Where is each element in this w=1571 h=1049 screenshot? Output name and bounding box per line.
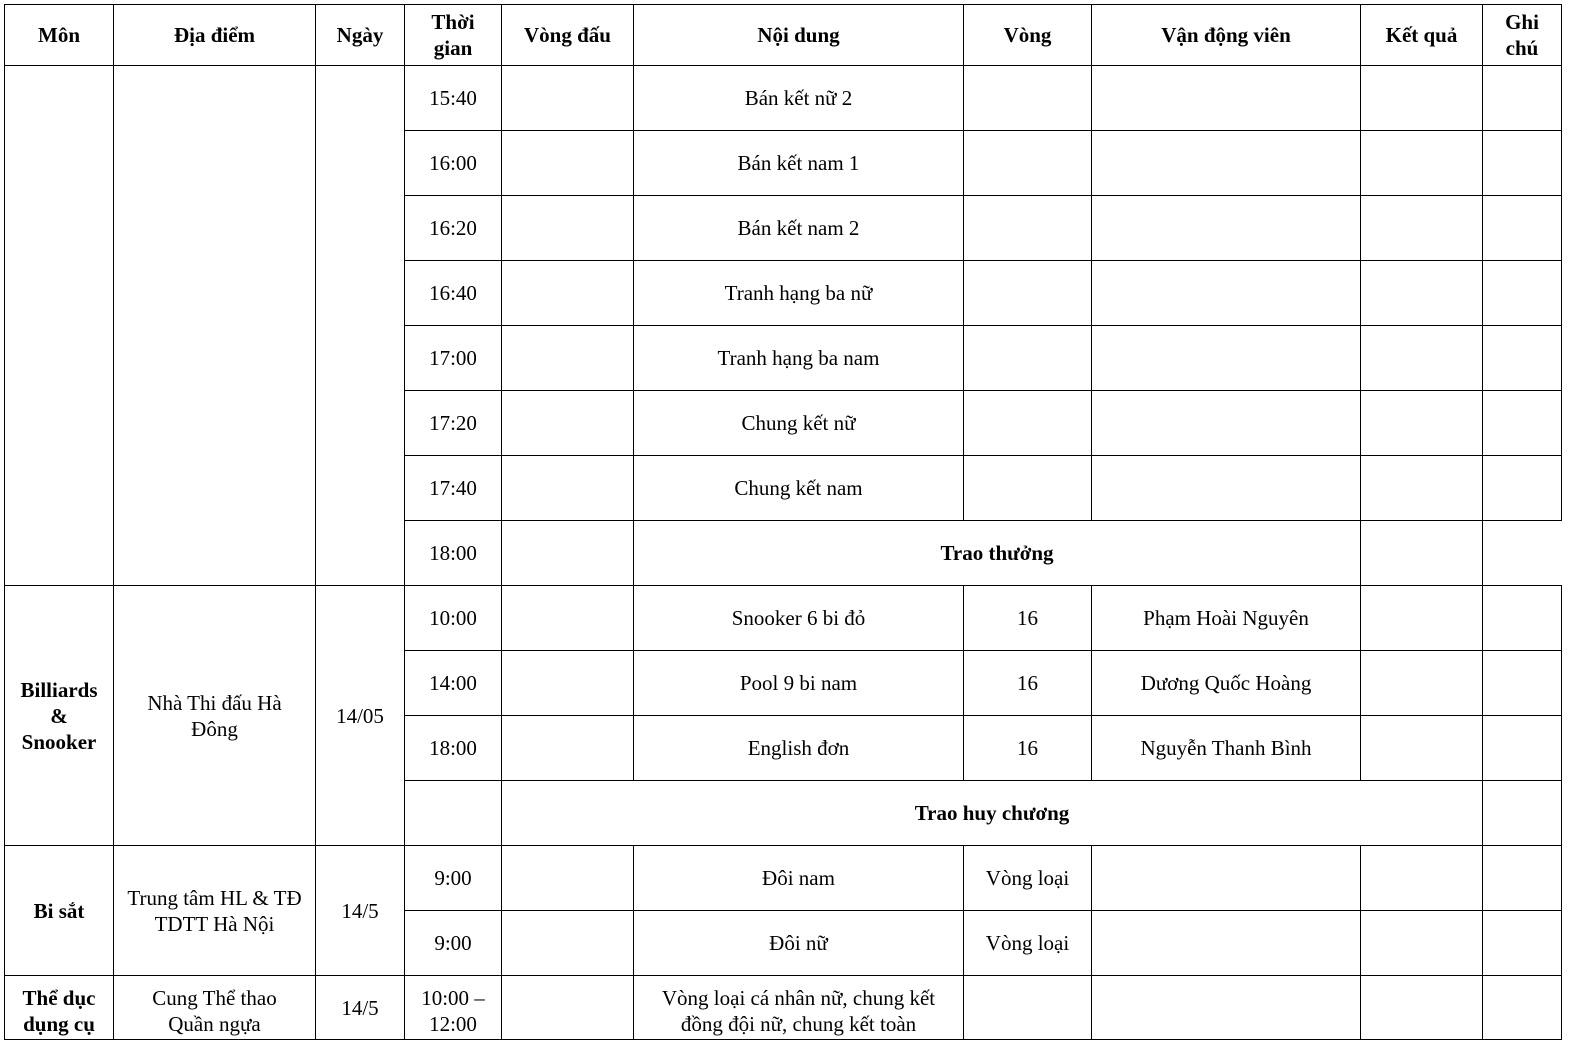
- note-cell: [1483, 326, 1562, 391]
- note-cell: [1483, 456, 1562, 521]
- note-cell: [1483, 846, 1562, 911]
- date-cell: 14/5: [316, 976, 405, 1040]
- time-cell: 18:00: [405, 716, 502, 781]
- header-noi-dung: Nội dung: [634, 5, 964, 66]
- venue-cell: Nhà Thi đấu Hà Đông: [114, 586, 316, 846]
- note-cell: [1483, 976, 1562, 1040]
- athlete-cell: Dương Quốc Hoàng: [1092, 651, 1361, 716]
- result-cell: [1361, 846, 1483, 911]
- time-cell: 15:40: [405, 66, 502, 131]
- sport-cell: Billiards & Snooker: [5, 586, 114, 846]
- date-cell: [316, 66, 405, 586]
- round-cell: 16: [964, 716, 1092, 781]
- time-cell: 16:20: [405, 196, 502, 261]
- stage-cell: [502, 586, 634, 651]
- table-row: [5, 976, 1562, 1040]
- time-cell: 17:20: [405, 391, 502, 456]
- header-van-dong-vien: Vận động viên: [1092, 5, 1361, 66]
- round-cell: [964, 326, 1092, 391]
- header-vong-dau: Vòng đấu: [502, 5, 634, 66]
- date-cell: 14/5: [316, 846, 405, 976]
- result-cell: [1361, 326, 1483, 391]
- time-cell: 9:00: [405, 846, 502, 911]
- athlete-cell: [1092, 846, 1361, 911]
- round-cell: [964, 976, 1092, 1040]
- time-cell: 17:00: [405, 326, 502, 391]
- sport-cell: Bi sắt: [5, 846, 114, 976]
- date-cell: 14/05: [316, 586, 405, 846]
- athlete-cell: Phạm Hoài Nguyên: [1092, 586, 1361, 651]
- time-cell: 10:00: [405, 586, 502, 651]
- time-cell: 17:40: [405, 456, 502, 521]
- content-cell: Chung kết nam: [634, 456, 964, 521]
- content-cell: Bán kết nam 1: [634, 131, 964, 196]
- result-cell: [1361, 131, 1483, 196]
- result-cell: [1361, 261, 1483, 326]
- stage-cell: [502, 261, 634, 326]
- header-mon: Môn: [5, 5, 114, 66]
- athlete-cell: [1092, 326, 1361, 391]
- time-cell: 14:00: [405, 651, 502, 716]
- time-cell: 16:00: [405, 131, 502, 196]
- header-ngay: Ngày: [316, 5, 405, 66]
- round-cell: [964, 131, 1092, 196]
- content-cell: Vòng loại cá nhân nữ, chung kết đồng đội nữ, chung kết toàn: [634, 976, 964, 1040]
- stage-cell: [502, 651, 634, 716]
- time-cell: 16:40: [405, 261, 502, 326]
- result-cell: [1361, 196, 1483, 261]
- result-cell: [1361, 911, 1483, 976]
- stage-cell: [502, 66, 634, 131]
- time-cell: [405, 781, 502, 846]
- round-cell: [964, 261, 1092, 326]
- athlete-cell: [1092, 911, 1361, 976]
- time-cell: 18:00: [405, 521, 502, 586]
- time-cell: 9:00: [405, 911, 502, 976]
- note-cell: [1361, 521, 1483, 586]
- result-cell: [1361, 456, 1483, 521]
- round-cell: [964, 456, 1092, 521]
- content-cell: Tranh hạng ba nam: [634, 326, 964, 391]
- athlete-cell: [1092, 976, 1361, 1040]
- content-cell: English đơn: [634, 716, 964, 781]
- result-cell: [1361, 716, 1483, 781]
- stage-cell: [502, 391, 634, 456]
- round-cell: 16: [964, 586, 1092, 651]
- note-cell: [1483, 586, 1562, 651]
- venue-cell: Cung Thể thao Quần ngựa: [114, 976, 316, 1040]
- sport-cell: [5, 66, 114, 586]
- venue-cell: Trung tâm HL & TĐ TDTT Hà Nội: [114, 846, 316, 976]
- note-cell: [1483, 911, 1562, 976]
- athlete-cell: [1092, 131, 1361, 196]
- athlete-cell: [1092, 391, 1361, 456]
- table-row: [5, 846, 1562, 911]
- award-cell: Trao thưởng: [634, 521, 1361, 586]
- header-ket-qua: Kết quả: [1361, 5, 1483, 66]
- note-cell: [1483, 716, 1562, 781]
- content-cell: Bán kết nữ 2: [634, 66, 964, 131]
- stage-cell: [502, 456, 634, 521]
- schedule-table: [4, 4, 1562, 1040]
- header-row: [5, 5, 1562, 66]
- note-cell: [1483, 391, 1562, 456]
- note-cell: [1483, 781, 1562, 846]
- athlete-cell: [1092, 261, 1361, 326]
- note-cell: [1483, 131, 1562, 196]
- stage-cell: [502, 326, 634, 391]
- content-cell: Chung kết nữ: [634, 391, 964, 456]
- header-dia-diem: Địa điểm: [114, 5, 316, 66]
- round-cell: [964, 66, 1092, 131]
- stage-cell: [502, 716, 634, 781]
- table-row: [5, 586, 1562, 651]
- table-row: [5, 66, 1562, 131]
- award-cell: Trao huy chương: [502, 781, 1483, 846]
- note-cell: [1483, 651, 1562, 716]
- result-cell: [1361, 976, 1483, 1040]
- athlete-cell: Nguyễn Thanh Bình: [1092, 716, 1361, 781]
- venue-cell: [114, 66, 316, 586]
- result-cell: [1361, 651, 1483, 716]
- round-cell: Vòng loại: [964, 846, 1092, 911]
- content-cell: Đôi nam: [634, 846, 964, 911]
- header-ghi-chu: Ghi chú: [1483, 5, 1562, 66]
- sport-cell: Thể dục dụng cụ: [5, 976, 114, 1040]
- stage-cell: [502, 911, 634, 976]
- result-cell: [1361, 66, 1483, 131]
- note-cell: [1483, 196, 1562, 261]
- athlete-cell: [1092, 196, 1361, 261]
- stage-cell: [502, 976, 634, 1040]
- header-thoi-gian: Thời gian: [405, 5, 502, 66]
- result-cell: [1361, 391, 1483, 456]
- round-cell: [964, 196, 1092, 261]
- content-cell: Pool 9 bi nam: [634, 651, 964, 716]
- stage-cell: [502, 131, 634, 196]
- content-cell: Tranh hạng ba nữ: [634, 261, 964, 326]
- stage-cell: [502, 521, 634, 586]
- time-cell: 10:00 – 12:00: [405, 976, 502, 1040]
- athlete-cell: [1092, 456, 1361, 521]
- stage-cell: [502, 846, 634, 911]
- note-cell: [1483, 261, 1562, 326]
- stage-cell: [502, 196, 634, 261]
- note-cell: [1483, 66, 1562, 131]
- round-cell: [964, 391, 1092, 456]
- result-cell: [1361, 586, 1483, 651]
- header-vong: Vòng: [964, 5, 1092, 66]
- round-cell: 16: [964, 651, 1092, 716]
- content-cell: Bán kết nam 2: [634, 196, 964, 261]
- round-cell: Vòng loại: [964, 911, 1092, 976]
- content-cell: Snooker 6 bi đỏ: [634, 586, 964, 651]
- content-cell: Đôi nữ: [634, 911, 964, 976]
- athlete-cell: [1092, 66, 1361, 131]
